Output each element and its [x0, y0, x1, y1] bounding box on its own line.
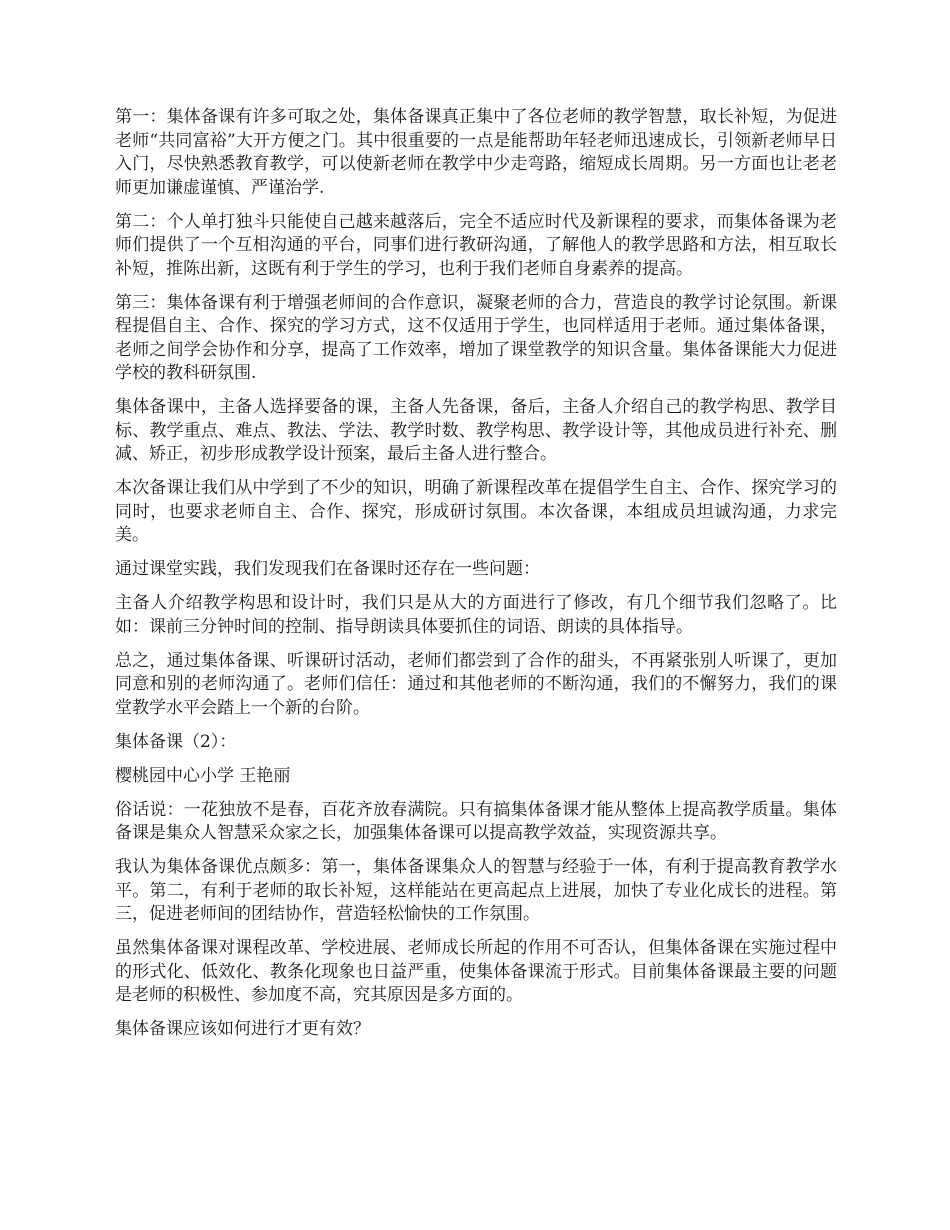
- paragraph-8: 总之，通过集体备课、听课研讨活动，老师们都尝到了合作的甜头，不再紧张别人听课了，更加同意和别的老师沟通了。老师们信任：通过和其他老师的不断沟通，我们的不懈努力，我们的课堂教学水平会踏上一个新的台阶。: [115, 650, 837, 718]
- paragraph-1: 第一：集体备课有许多可取之处，集体备课真正集中了各位老师的教学智慧，取长补短，为促进老师“共同富裕”大开方便之门。其中很重要的一点是能帮助年轻老师迅速成长，引领新老师早日入门，尽快熟悉教育教学，可以使新老师在教学中少走弯路，缩短成长周期。另一方面也让老老师更加谦虚谨慎、严谨治学.: [115, 107, 837, 198]
- paragraph-11: 虽然集体备课对课程改革、学校进展、老师成长所起的作用不可否认，但集体备课在实施过程中的形式化、低效化、教条化现象也日益严重，使集体备课流于形式。目前集体备课最主要的问题是老师的积极性、参加度不高，究其原因是多方面的。: [115, 938, 837, 1005]
- paragraph-9: 俗话说：一花独放不是春，百花齐放春满院。只有搞集体备课才能从整体上提高教学质量。集体备课是集众人智慧采众家之长，加强集体备课可以提高教学效益，实现资源共享。: [115, 799, 837, 843]
- paragraph-5: 本次备课让我们从中学到了不少的知识，明确了新课程改革在提倡学生自主、合作、探究学习的同时，也要求老师自主、合作、探究，形成研讨氛围。本次备课，本组成员坦诚沟通，力求完美。: [115, 478, 837, 545]
- paragraph-7: 主备人介绍教学构思和设计时，我们只是从大的方面进行了修改，有几个细节我们忽略了。比如：课前三分钟时间的控制、指导朗读具体要抓住的词语、朗读的具体指导。: [115, 593, 837, 637]
- paragraph-4: 集体备课中，主备人选择要备的课，主备人先备课，备后，主备人介绍自己的教学构思、教学目标、教学重点、难点、教法、学法、教学时数、教学构思、教学设计等，其他成员进行补充、删减、矫正，初步形成教学设计预案，最后主备人进行整合。: [115, 397, 837, 464]
- paragraph-6: 通过课堂实践，我们发现我们在备课时还存在一些问题：: [115, 559, 540, 579]
- author-line: 樱桃园中心小学 王艳丽: [115, 765, 291, 786]
- section-heading: 集体备课（2）：: [115, 731, 237, 752]
- paragraph-3: 第三：集体备课有利于增强老师间的合作意识，凝聚老师的合力，营造良的教学讨论氛围。新课程提倡自主、合作、探究的学习方式，这不仅适用于学生，也同样适用于老师。通过集体备课，老师之间学会协作和分享，提高了工作效率，增加了课堂教学的知识含量。集体备课能大力促进学校的教科研氛围.: [115, 292, 837, 383]
- paragraph-2: 第二：个人单打独斗只能使自己越来越落后，完全不适应时代及新课程的要求，而集体备课为老师们提供了一个互相沟通的平台，同事们进行教研沟通，了解他人的教学思路和方法，相互取长补短，推陈出新，这既有利于学生的学习，也利于我们老师自身素养的提高。: [115, 211, 837, 279]
- document-body: [115, 106, 837, 1052]
- paragraph-12: 集体备课应该如何进行才更有效？: [115, 1019, 370, 1039]
- paragraph-10: 我认为集体备课优点颇多：第一，集体备课集众人的智慧与经验于一体，有利于提高教育教学水平。第二，有利于老师的取长补短，这样能站在更高起点上进展，加快了专业化成长的进程。第三，促进老师间的团结协作，营造轻松愉快的工作氛围。: [115, 857, 837, 924]
